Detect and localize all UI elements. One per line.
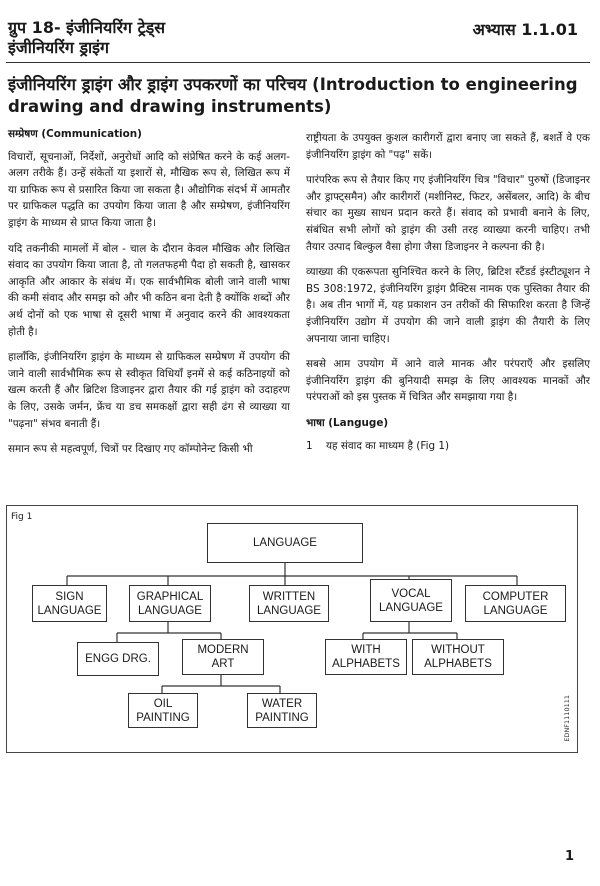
header-divider — [6, 62, 590, 63]
page-number: 1 — [564, 849, 574, 864]
node-with-alphabets: WITH ALPHABETS — [325, 639, 407, 675]
list-number: 1 — [306, 439, 313, 452]
section-heading-language: भाषा (Languge) — [306, 416, 389, 429]
figure-language-tree — [6, 505, 578, 753]
node-graphical-language: GRAPHICAL LANGUAGE — [129, 585, 211, 622]
node-written-language: WRITTEN LANGUAGE — [249, 585, 329, 622]
paragraph: पारंपरिक रूप से तैयार किए गए इंजीनियरिंग चित्र "विचार" पुरुषों (डिजाइनर और ड्राफ्ट्समैन) और कारीगरों (मशीनिस्ट, फिटर, असेंबलर, आदि) के बीच संचार का मुख्य साधन प्रदान करते हैं। संवाद को प्रभावी बनाने के लिए, संबंधित सभी लोगों को ड्राइंग की उसी तरह व्याख्या करनी चाहिए। तभी तैयार उत्पाद बिल्कुल वैसा होगा जैसा डिजाइनर ने कल्पना की है। — [306, 174, 590, 253]
header-group — [8, 18, 165, 58]
section-heading-communication: सम्प्रेषण (Communication) — [8, 128, 142, 140]
list-text: यह संवाद का माध्यम है (Fig 1) — [326, 439, 450, 452]
node-engg-drg: ENGG DRG. — [77, 642, 159, 676]
subject-title: इंजीनियरिंग ड्राइंग — [8, 38, 110, 57]
node-sign-language: SIGN LANGUAGE — [32, 585, 107, 622]
paragraph: हालाँकि, इंजीनियरिंग ड्राइंग के माध्यम से ग्राफिकल सम्प्रेषण में उपयोग की जाने वाली सार्वभौमिक रूप से स्वीकृत विधियाँ इनमें से कई कठिनाइयों को खत्म करती हैं और ब्रिटिश डिजाइनर द्वारा तैयार की गई ड्राइंग को उदाहरण के लिए, उसके जर्मन, फ्रेंच या डच समकक्षों द्वारा सही ढंग से व्याख्या या "पढ़ना" संभव बनाती हैं। — [8, 351, 290, 430]
left-column — [8, 126, 290, 467]
lesson-number: अभ्यास 1.1.01 — [472, 20, 578, 39]
figure-label: Fig 1 — [11, 512, 33, 522]
paragraph: समान रूप से महत्वपूर्ण, चित्रों पर दिखाए गए कॉम्पोनेन्ट किसी भी — [8, 443, 253, 456]
page-title: इंजीनियरिंग ड्राइंग और ड्राइंग उपकरणों का परिचय (Introduction to engineering drawing and drawing instruments) — [8, 75, 578, 116]
node-vocal-language: VOCAL LANGUAGE — [370, 579, 452, 622]
paragraph: राष्ट्रीयता के उपयुक्त कुशल कारीगरों द्वारा बनाए जा सकते हैं, बशर्ते वे एक इंजीनियरिंग ड्राइंग को "पढ़" सकें। — [306, 132, 590, 161]
right-column — [306, 130, 590, 454]
node-oil-painting: OIL PAINTING — [128, 693, 198, 728]
paragraph: विचारों, सूचनाओं, निर्देशों, अनुरोधों आदि को संप्रेषित करने के कई अलग-अलग तरीके हैं। उन्हें संकेतों या इशारों से, मौखिक रूप से, लिखित रूप में या ग्राफिक रूप से प्रसारित किया जा सकता है। औद्योगिक संदर्भ में आमतौर पर ग्राफिकल पद्धति का उपयोग किया जाता है और सम्प्रेषण, इंजीनियरिंग ड्राइंग के माध्यम से प्राप्त किया जाता है। — [8, 150, 290, 229]
figure-code: EDNF1110111 — [563, 695, 571, 742]
paragraph: व्याख्या की एकरूपता सुनिश्चित करने के लिए, ब्रिटिश स्टैंडर्ड इंस्टीट्यूशन ने BS 308:1972, इंजीनियरिंग ड्राइंग प्रैक्टिस नामक एक पुस्तिका तैयार की है। अब तीन भागों में, यह प्रकाशन उन तरीकों की सिफारिश करता है जिन्हें इंजीनियरिंग उद्योग में उपयोग की जाने वाली ड्राइंग की तैयारी के लिए अपनाया जाना चाहिए। — [306, 266, 590, 345]
group-title: ग्रुप 18- इंजीनियरिंग ट्रेड्स — [8, 18, 166, 37]
paragraph: यदि तकनीकी मामलों में बोल - चाल के दौरान केवल मौखिक और लिखित संवाद का उपयोग किया जाता है, तो गलतफहमी पैदा हो सकती है, खासकर आकृति और आकार के संबंध में। एक सार्वभौमिक बोली जाने वाली भाषा की कमी संवाद और समझ को और भी कठिन बना देती है क्योंकि शब्दों और अर्थ दोनों को एक भाषा से दूसरी भाषा में अनुवाद करने की आवश्यकता होती है। — [8, 242, 290, 338]
node-language: LANGUAGE — [207, 523, 363, 563]
node-modern-art: MODERN ART — [182, 639, 264, 675]
node-computer-language: COMPUTER LANGUAGE — [465, 585, 566, 622]
list-item — [306, 438, 590, 455]
node-without-alphabets: WITHOUT ALPHABETS — [412, 639, 504, 675]
node-water-painting: WATER PAINTING — [247, 693, 317, 728]
paragraph: सबसे आम उपयोग में आने वाले मानक और परंपराएँ और इसलिए इंजीनियरिंग ड्राइंग की बुनियादी समझ के लिए आवश्यक मानकों और परंपराओं को इस पुस्तक में चित्रित और समझाया गया है। — [306, 358, 590, 404]
